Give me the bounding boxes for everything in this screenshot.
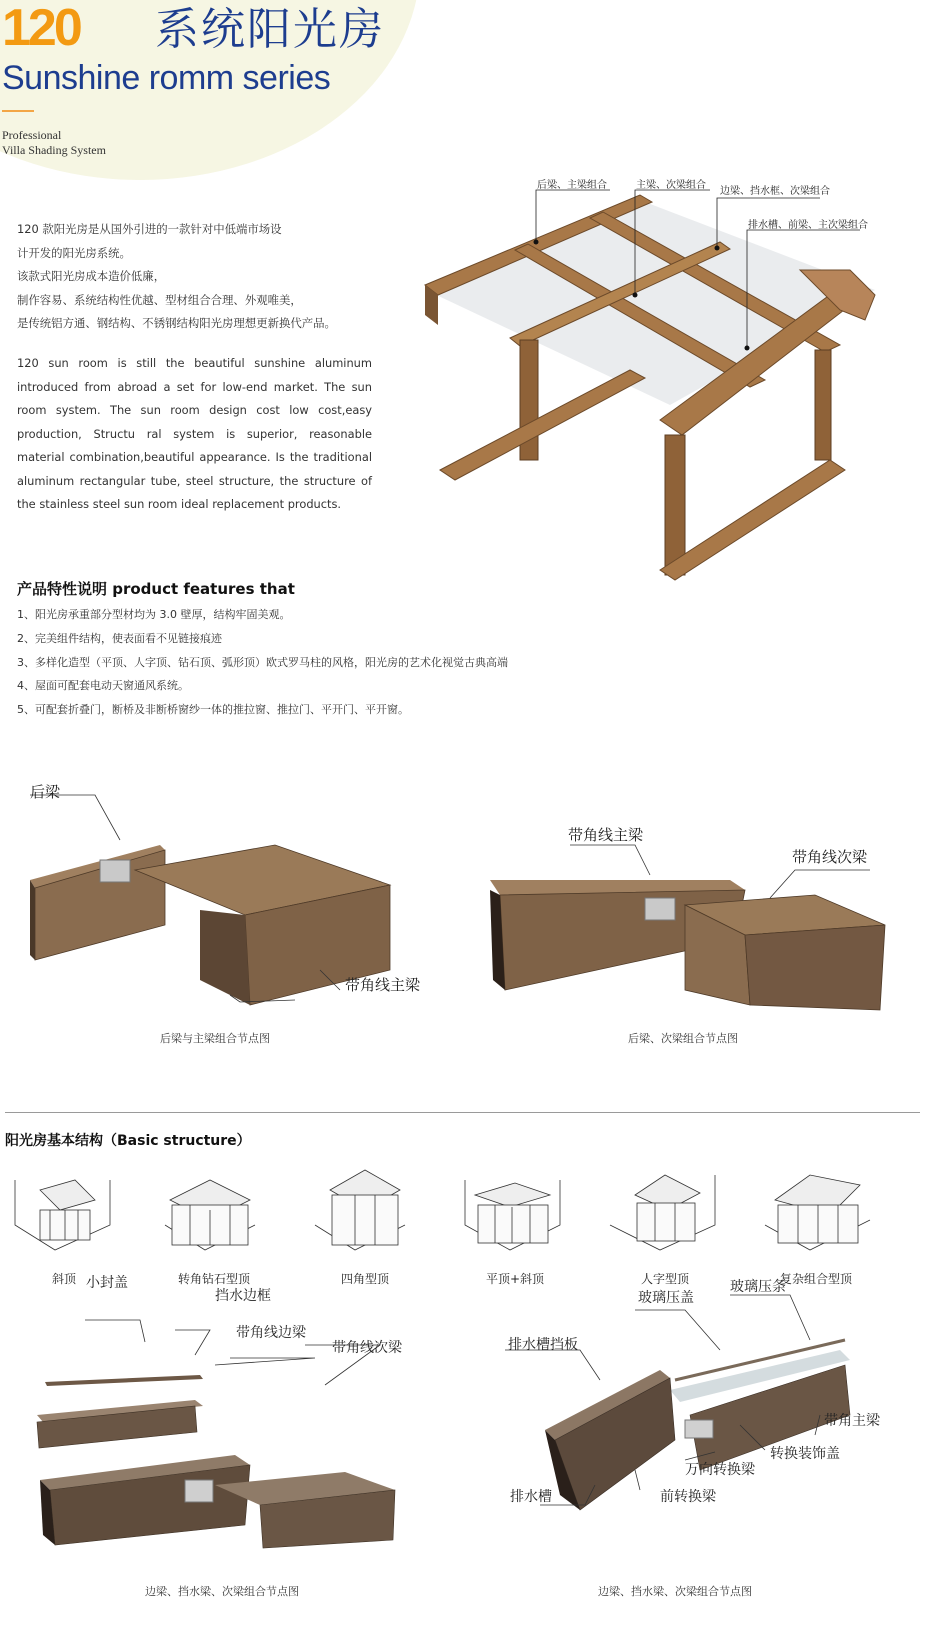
roof-type-label: 复杂组合型顶 (779, 1272, 852, 1286)
intro-cn (17, 218, 372, 336)
callout-gutter-front-beam: 排水槽、前梁、主次梁组合 (748, 220, 868, 231)
feature-item: 3、多样化造型（平顶、人字顶、钻石顶、弧形顶）欧式罗马柱的风格，阳光房的艺术化视觉古典高端 (17, 655, 508, 669)
label-corner-secondary-beam-2: 带角线次梁 (332, 1340, 402, 1356)
roof-type-label: 斜顶 (51, 1272, 76, 1286)
label-gutter-baffle: 排水槽挡板 (508, 1337, 578, 1353)
floor-rail (660, 460, 845, 580)
intro-cn-line: 120 款阳光房是从国外引进的一款针对中低端市场设 (17, 222, 282, 236)
title-underline (2, 110, 34, 112)
label-corner-secondary-beam: 带角线次梁 (792, 848, 868, 866)
label-transfer-cover: 转换装饰盖 (770, 1446, 840, 1462)
features-title: 产品特性说明 product features that (17, 580, 295, 598)
intro-cn-line: 计开发的阳光房系统。 (17, 245, 131, 260)
roof-type-flat-slope (465, 1180, 560, 1250)
label-back-beam: 后梁 (30, 783, 61, 801)
intro-cn-line: 制作容易、系统结构性优越、型材组合合理、外观唯美， (17, 292, 302, 307)
main-beam-end (200, 910, 250, 1005)
callout-main-secondary-beam: 主梁、次梁组合 (636, 180, 706, 191)
subtitle-line1: Professional (2, 128, 62, 142)
roof-type-diamond (165, 1180, 255, 1250)
label-universal-transfer-beam: 万向转换梁 (685, 1462, 755, 1478)
roof-type-sloped (15, 1180, 110, 1250)
caption-bottom-right: 边梁、挡水梁、次梁组合节点图 (598, 1585, 752, 1598)
page-title-cn: 系统阳光房 (155, 4, 385, 55)
sunroom-frame-diagram (420, 180, 920, 610)
label-gutter: 排水槽 (510, 1489, 552, 1505)
features-list (17, 603, 508, 722)
basic-structure-title: 阳光房基本结构（Basic structure） (5, 1133, 251, 1149)
small-cap (45, 1375, 203, 1386)
callout-edge-beam: 边梁、挡水框、次梁组合 (720, 186, 830, 197)
caption-bottom-left: 边梁、挡水梁、次梁组合节点图 (145, 1585, 299, 1598)
roof-type-four-corner (315, 1170, 405, 1250)
connector-bracket (185, 1480, 213, 1502)
feature-item: 2、完美组件结构，使表面看不见链接痕迹 (17, 631, 222, 645)
roof-types-row (0, 1165, 929, 1265)
subtitle-line2: Villa Shading System (2, 143, 106, 157)
label-glass-cover: 玻璃压盖 (638, 1290, 694, 1306)
label-corner-main-beam-2: 带角线主梁 (568, 826, 644, 844)
roof-type-label: 转角钻石型顶 (177, 1272, 250, 1286)
page-title-en: Sunshine romm series (2, 59, 331, 97)
edge-beam-joint-diagram (35, 1370, 425, 1560)
connector-bracket (645, 898, 675, 920)
feature-item: 1、阳光房承重部分型材均为 3.0 壁厚，结构牢固美观。 (17, 608, 291, 621)
roof-type-complex (765, 1175, 870, 1250)
label-corner-main-beam-3: 带角主梁 (824, 1413, 880, 1429)
label-glass-bead: 玻璃压条 (730, 1279, 786, 1295)
roof-type-label: 人字型顶 (640, 1272, 689, 1286)
callout-back-main-beam: 后梁、主梁组合 (537, 180, 607, 191)
profile-side (30, 880, 35, 960)
intro-cn-line: 是传统铝方通、钢结构、不锈钢结构阳光房理想更新换代产品。 (17, 316, 336, 330)
intro-cn-line: 该款式阳光房成本造价低廉， (17, 269, 166, 283)
joint-main-secondary-diagram (485, 870, 895, 1020)
transfer-cover (685, 1420, 713, 1438)
label-corner-edge-beam: 带角线边梁 (236, 1325, 306, 1341)
caption-joint-left: 后梁与主梁组合节点图 (160, 1032, 270, 1045)
model-number: 120 (2, 0, 80, 57)
intro-en: 120 sun room is still the beautiful sunshine aluminum introduced from abroad a set for low-end market. The sun room system. The sun room design cost low cost,easy production, Structu ral system is superior, reasonable material combination,beautiful appearance. Is the traditional aluminum rectangular tube, steel structure, the structure of the stainless steel sun room ideal replacement products. (17, 356, 372, 511)
label-water-frame: 挡水边框 (215, 1288, 271, 1304)
post (665, 435, 685, 575)
label-small-cap: 小封盖 (86, 1275, 128, 1291)
roof-type-label: 四角型顶 (340, 1272, 389, 1286)
section-divider (5, 1112, 920, 1113)
post (815, 350, 831, 460)
secondary-beam-face (745, 925, 885, 1010)
floor-rail (440, 370, 645, 480)
connector-bracket (100, 860, 130, 882)
roof-type-gable (610, 1175, 715, 1250)
caption-joint-right: 后梁、次梁组合节点图 (628, 1032, 738, 1045)
label-front-transfer-beam: 前转换梁 (660, 1489, 716, 1505)
label-corner-main-beam: 带角线主梁 (345, 976, 421, 994)
feature-item: 4、屋面可配套电动天窗通风系统。 (17, 679, 189, 693)
glass-roof-panel (430, 202, 875, 405)
joint-back-main-diagram (25, 840, 405, 1025)
roof-type-label: 平顶+斜顶 (485, 1272, 545, 1286)
feature-item: 5、可配套折叠门，断桥及非断桥窗纱一体的推拉窗、推拉门、平开门、平开窗。 (17, 703, 409, 717)
